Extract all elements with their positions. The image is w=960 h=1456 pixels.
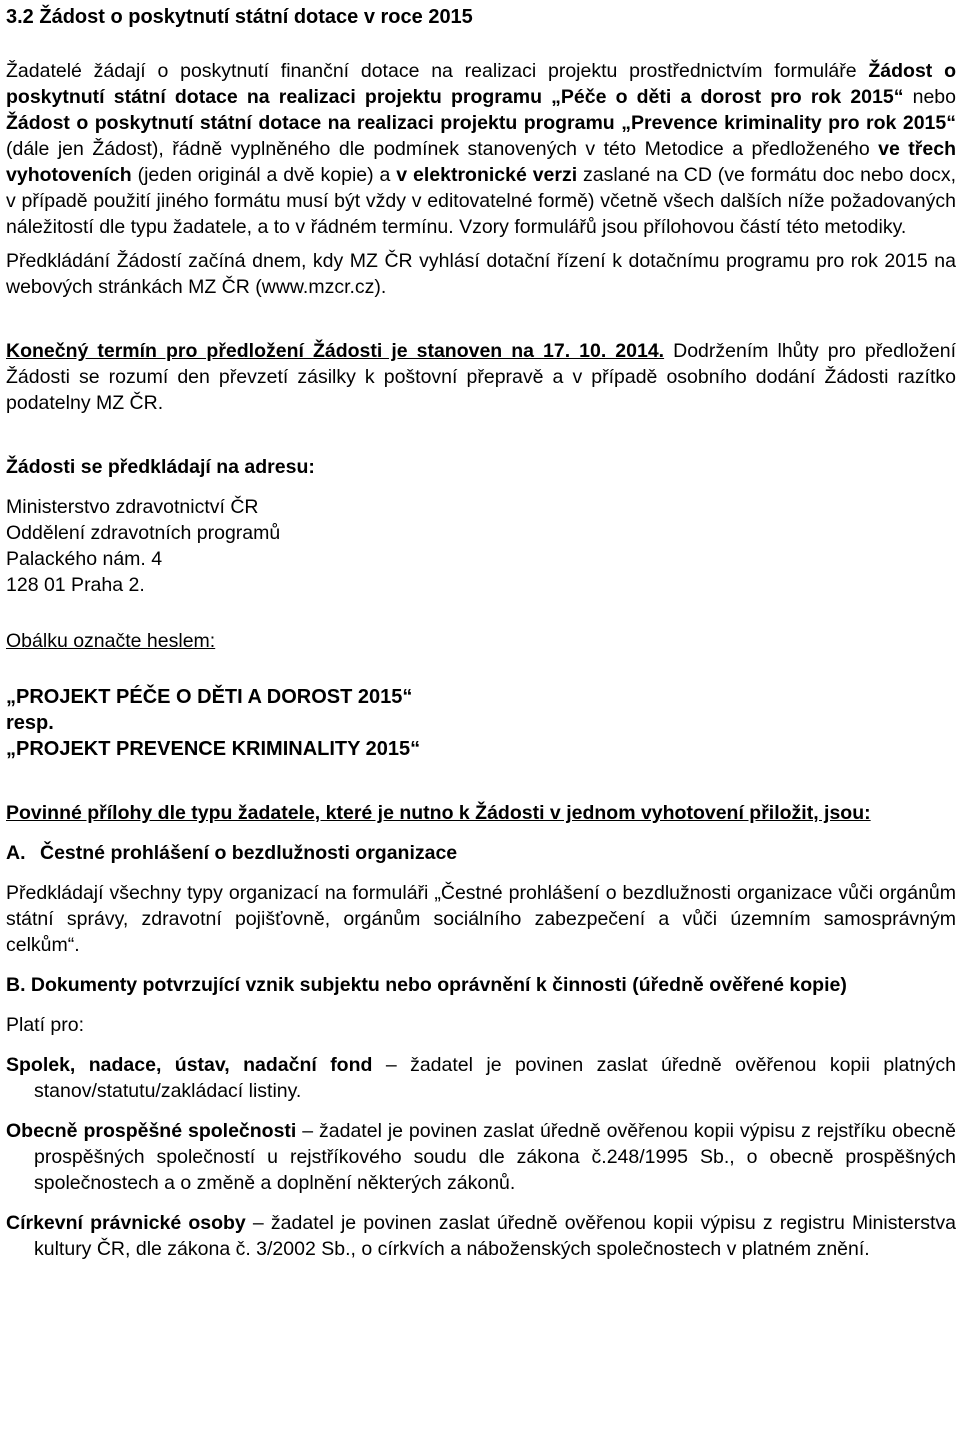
section-b-heading: B. Dokumenty potvrzující vznik subjektu nebo oprávnění k činnosti (úředně ověřené kopie)	[6, 974, 847, 996]
list-item-term: Církevní právnické osoby	[6, 1212, 246, 1234]
submission-start-paragraph: Předkládání Žádostí začíná dnem, kdy MZ ČR vyhlásí dotační řízení k dotačnímu programu pro rok 2015 na webových stránkách MZ ČR (www.mzcr.cz).	[6, 250, 956, 298]
section-b-applies: Platí pro:	[6, 1014, 85, 1036]
intro-paragraph	[6, 58, 956, 240]
intro-text: zaslané na CD (ve formátu doc nebo docx, v případě použití jiného formátu musí být vždy v editovatelné formě) včetně všech dalších níže požadovaných náležitostí dle typu žadatele, a to v řádném termínu. Vzory formulářů jsou přílohovou částí této metodiky.	[6, 164, 956, 238]
list-item-desc: – žadatel je povinen zaslat úředně ověřenou kopii výpisu z registru Ministerstva kultury ČR, dle zákona č. 3/2002 Sb., o církvích a náboženských společnostech v platném znění.	[34, 1212, 956, 1260]
intro-text: nebo	[903, 86, 956, 108]
address-label: Žádosti se předkládají na adresu:	[6, 456, 315, 478]
intro-text: Žadatelé žádají o poskytnutí finanční dotace na realizaci projektu prostřednictvím formuláře	[6, 60, 869, 82]
section-a-letter: A.	[6, 842, 26, 864]
envelope-resp: resp.	[6, 712, 54, 734]
list-item	[6, 1210, 956, 1262]
section-heading: 3.2 Žádost o poskytnutí státní dotace v roce 2015	[6, 6, 473, 28]
address-line-4: 128 01 Praha 2.	[6, 574, 145, 596]
address-line-1: Ministerstvo zdravotnictví ČR	[6, 496, 259, 518]
deadline-date: Konečný termín pro předložení Žádosti je stanoven na 17. 10. 2014.	[6, 340, 665, 362]
list-item	[6, 1118, 956, 1196]
address-line-3: Palackého nám. 4	[6, 548, 163, 570]
envelope-label: Obálku označte heslem:	[6, 630, 216, 652]
intro-text: (dále jen Žádost), řádně vyplněného dle podmínek stanovených v této Metodice a předloženého	[6, 138, 879, 160]
intro-text: (jeden originál a dvě kopie) a	[131, 164, 397, 186]
envelope-option-1: „PROJEKT PÉČE O DĚTI A DOROST 2015“	[6, 686, 413, 708]
document-page	[6, 0, 956, 1262]
deadline-text: Dodržením lhůty pro předložení Žádosti se rozumí den převzetí zásilky k poštovní přepravě a v případě osobního dodání Žádosti razítko podatelny MZ ČR.	[6, 340, 956, 414]
list-item-desc: – žadatel je povinen zaslat úředně ověřenou kopii výpisu z rejstříku obecně prospěšných společností u rejstříkového soudu dle zákona č.248/1995 Sb., o obecně prospěšných společnostech a o změně a doplnění některých zákonů.	[34, 1120, 956, 1194]
envelope-option-2: „PROJEKT PREVENCE KRIMINALITY 2015“	[6, 738, 421, 760]
intro-electronic-version: v elektronické verzi	[396, 164, 578, 186]
intro-form-name-2: Žádost o poskytnutí státní dotace na realizaci projektu programu „Prevence kriminality pro rok 2015“	[6, 112, 956, 134]
section-a-title: Čestné prohlášení o bezdlužnosti organizace	[40, 842, 458, 864]
list-item-desc: – žadatel je povinen zaslat úředně ověřenou kopii platných stanov/statutu/zakládací listiny.	[34, 1054, 956, 1102]
attachments-heading: Povinné přílohy dle typu žadatele, které je nutno k Žádosti v jednom vyhotovení přiložit, jsou:	[6, 802, 871, 824]
list-item-term: Spolek, nadace, ústav, nadační fond	[6, 1054, 373, 1076]
list-item	[6, 1052, 956, 1104]
intro-form-name-1: Žádost o poskytnutí státní dotace na realizaci projektu programu „Péče o děti a dorost pro rok 2015“	[6, 60, 956, 108]
address-line-2: Oddělení zdravotních programů	[6, 522, 281, 544]
list-item-term: Obecně prospěšné společnosti	[6, 1120, 297, 1142]
section-a-text: Předkládají všechny typy organizací na formuláři „Čestné prohlášení o bezdlužnosti organizace vůči orgánům státní správy, zdravotní pojišťovně, orgánům sociálního zabezpečení a vůči územním samosprávným celkům“.	[6, 882, 956, 956]
intro-copies-count: ve třech vyhotoveních	[6, 138, 956, 186]
section-a-heading	[6, 840, 956, 866]
deadline-paragraph	[6, 338, 956, 416]
